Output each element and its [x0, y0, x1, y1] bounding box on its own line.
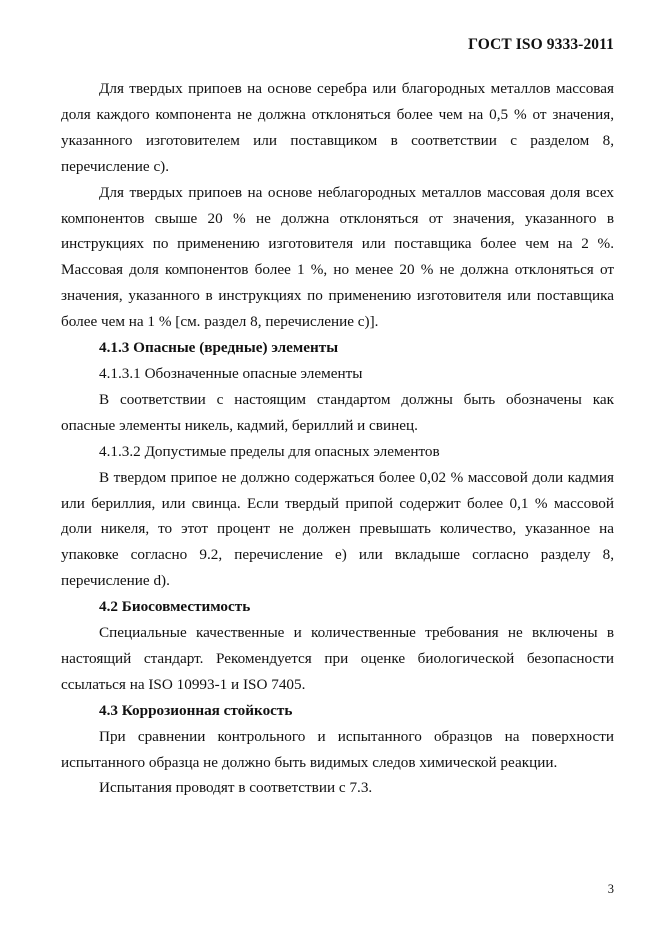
document-body — [61, 76, 614, 801]
paragraph-base-metal-solders: Для твердых припоев на основе неблагородных металлов массовая доля всех компонентов свыше 20 % не должна отклоняться от значения, указанного в инструкциях по применению изготовителя или поставщика более чем на 2 %. Массовая доля компонентов более 1 %, но менее 20 % не должна отклоняться от значения, указанного в инструкциях по применению изготовителя или поставщика более чем на 1 % [см. раздел 8, перечисление с)]. — [61, 183, 614, 331]
document-header: ГОСТ ISO 9333-2011 — [468, 36, 614, 53]
section-heading-4-1-3: 4.1.3 Опасные (вредные) элементы — [99, 339, 339, 357]
section-heading-4-2: 4.2 Биосовместимость — [99, 598, 251, 616]
paragraph-tests-reference: Испытания проводят в соответствии с 7.3. — [99, 779, 373, 797]
paragraph-silver-solders: Для твердых припоев на основе серебра или благородных металлов массовая доля каждого компонента не должна отклоняться более чем на 0,5 % от значения, указанного изготовителем или поставщиком в соответствии с разделом 8, перечисление с). — [61, 80, 614, 175]
document-page — [61, 0, 614, 936]
paragraph-hazardous-elements: В соответствии с настоящим стандартом должны быть обозначены как опасные элементы никель, кадмий, бериллий и свинец. — [61, 390, 614, 434]
subsection-heading-4-1-3-1: 4.1.3.1 Обозначенные опасные элементы — [99, 364, 363, 382]
subsection-heading-4-1-3-2: 4.1.3.2 Допустимые пределы для опасных элементов — [99, 442, 440, 460]
paragraph-permissible-limits: В твердом припое не должно содержаться более 0,02 % массовой доли кадмия или бериллия, или свинца. Если твердый припой содержит более 0,1 % массовой доли никеля, то этот процент не должен превышать количество, указанное на упаковке согласно 9.2, перечисление е) или вкладыше согласно разделу 8, перечисление d). — [61, 468, 614, 590]
page-number: 3 — [607, 882, 614, 896]
section-heading-4-3: 4.3 Коррозионная стойкость — [99, 701, 293, 719]
paragraph-biocompatibility: Специальные качественные и количественные требования не включены в настоящий стандарт. Рекомендуется при оценке биологической безопасности ссылаться на ISO 10993-1 и ISO 7405. — [61, 624, 614, 693]
paragraph-corrosion-comparison: При сравнении контрольного и испытанного образцов на поверхности испытанного образца не должно быть видимых следов химической реакции. — [61, 727, 614, 771]
